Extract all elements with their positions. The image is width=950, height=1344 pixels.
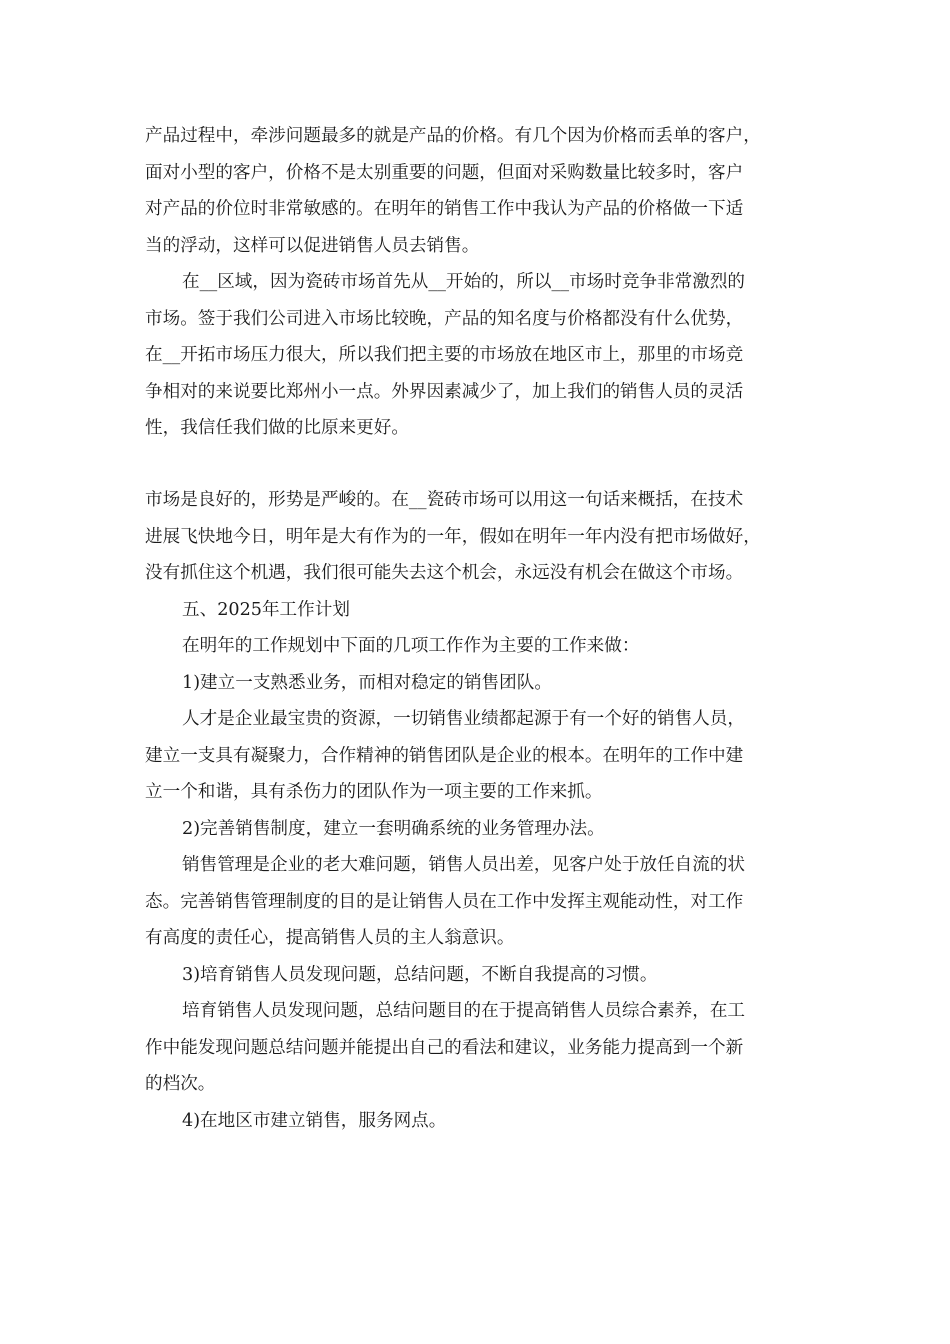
list-item-heading: 3)培育销售人员发现问题，总结问题，不断自我提高的习惯。 bbox=[182, 964, 658, 985]
list-item-heading: 4)在地区市建立销售，服务网点。 bbox=[182, 1110, 447, 1131]
text-line: 市场。签于我们公司进入市场比较晚，产品的知名度与价格都没有什么优势， bbox=[145, 308, 744, 329]
text-line: 人才是企业最宝贵的资源，一切销售业绩都起源于有一个好的销售人员， bbox=[182, 709, 746, 729]
text-line: 建立一支具有凝聚力，合作精神的销售团队是企业的根本。在明年的工作中建 bbox=[145, 745, 744, 766]
list-item-heading: 2)完善销售制度，建立一套明确系统的业务管理办法。 bbox=[182, 818, 605, 839]
text-line: 在__区域，因为瓷砖市场首先从__开始的，所以__市场时竞争非常激烈的 bbox=[182, 272, 746, 292]
text-block-pricing bbox=[145, 118, 810, 447]
text-line: 面对小型的客户，价格不是太别重要的问题，但面对采购数量比较多时，客户 bbox=[145, 162, 744, 183]
text-line: 态。完善销售管理制度的目的是让销售人员在工作中发挥主观能动性，对工作 bbox=[145, 891, 744, 912]
text-line: 在明年的工作规划中下面的几项工作作为主要的工作来做： bbox=[182, 636, 640, 656]
text-line: 没有抓住这个机遇，我们很可能失去这个机会，永远没有机会在做这个市场。 bbox=[145, 563, 744, 583]
text-line: 销售管理是企业的老大难问题，销售人员出差，见客户处于放任自流的状 bbox=[182, 855, 746, 875]
text-line: 在__开拓市场压力很大，所以我们把主要的市场放在地区市上，那里的市场竞 bbox=[145, 345, 744, 365]
text-block-work-plan bbox=[145, 482, 810, 1139]
text-line: 有高度的责任心，提高销售人员的主人翁意识。 bbox=[145, 928, 515, 948]
text-line: 争相对的来说要比郑州小一点。外界因素减少了，加上我们的销售人员的灵活 bbox=[145, 381, 744, 402]
text-line: 市场是良好的，形势是严峻的。在__瓷砖市场可以用这一句话来概括，在技术 bbox=[145, 490, 744, 510]
text-line: 进展飞快地今日，明年是大有作为的一年，假如在明年一年内没有把市场做好， bbox=[145, 526, 761, 547]
text-line: 立一个和谐，具有杀伤力的团队作为一项主要的工作来抓。 bbox=[145, 782, 603, 802]
text-line: 性，我信任我们做的比原来更好。 bbox=[145, 418, 409, 438]
text-line: 当的浮动，这样可以促进销售人员去销售。 bbox=[145, 235, 480, 256]
text-line: 作中能发现问题总结问题并能提出自己的看法和建议，业务能力提高到一个新 bbox=[145, 1037, 744, 1058]
text-line: 产品过程中，牵涉问题最多的就是产品的价格。有几个因为价格而丢单的客户， bbox=[145, 126, 761, 146]
list-item-heading: 1)建立一支熟悉业务，而相对稳定的销售团队。 bbox=[182, 672, 552, 693]
section-heading: 五、2025年工作计划 bbox=[182, 599, 350, 620]
text-line: 培育销售人员发现问题，总结问题目的在于提高销售人员综合素养，在工 bbox=[182, 1001, 746, 1021]
text-line: 的档次。 bbox=[145, 1074, 216, 1094]
text-line: 对产品的价位时非常敏感的。在明年的销售工作中我认为产品的价格做一下适 bbox=[145, 199, 744, 219]
